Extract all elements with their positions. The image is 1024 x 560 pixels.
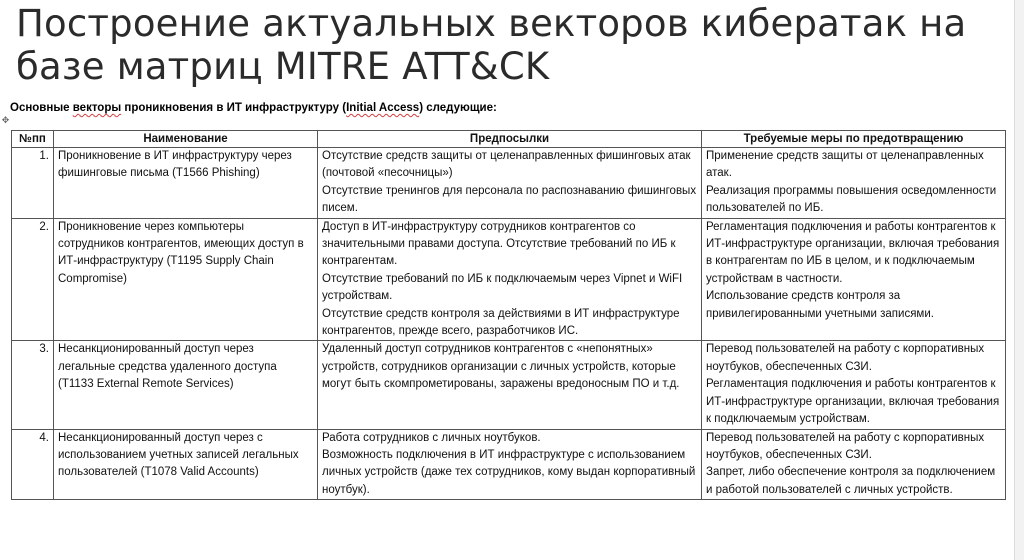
- intro-text: [10, 102, 497, 114]
- table-row: [12, 341, 1006, 429]
- prerequisites-cell: [318, 218, 702, 341]
- header-num: №пп: [12, 131, 54, 148]
- prerequisite-item: Удаленный доступ сотрудников контрагентов с «непонятных» устройств, сотрудников организации с личных устройств, которые могут быть скомпрометированы, заражены вредоносным ПО и т.д.: [322, 343, 680, 391]
- table-header-row: [12, 131, 1006, 148]
- measure-item: Перевод пользователей на работу с корпоративных ноутбуков, обеспеченных СЗИ.: [706, 343, 985, 373]
- row-number: 3.: [12, 341, 54, 429]
- vector-name: Несанкционированный доступ через легальные средства удаленного доступа (T1133 External Remote Services): [54, 341, 318, 429]
- row-number: 4.: [12, 429, 54, 500]
- header-measures: Требуемые меры по предотвращению: [702, 131, 1006, 148]
- measures-cell: [702, 429, 1006, 500]
- row-number: 2.: [12, 218, 54, 341]
- prerequisites-cell: [318, 148, 702, 219]
- header-prerequisites: Предпосылки: [318, 131, 702, 148]
- table-row: [12, 148, 1006, 219]
- intro-part-5: ) следующие:: [419, 102, 497, 114]
- measures-cell: [702, 218, 1006, 341]
- slide-title-line-2: базе матриц MITRE ATT&CK: [16, 45, 550, 88]
- slide-title-line-1: Построение актуальных векторов кибератак на: [16, 2, 967, 45]
- intro-part-3: проникновения в ИТ инфраструктуру (: [121, 102, 347, 114]
- prerequisite-item: Возможность подключения в ИТ инфраструктуре с использованием личных устройств (даже тех сотрудников, кому выдан корпоративный ноутбук).: [322, 448, 696, 496]
- measure-item: Регламентация подключения и работы контрагентов к ИТ-инфраструктуре организации, включая требования к подключаемым устройствам.: [706, 378, 1000, 426]
- measure-item: Применение средств защиты от целенаправленных атак.: [706, 150, 984, 180]
- vector-name: Проникновение через компьютеры сотрудников контрагентов, имеющих доступ в ИТ-инфраструктуру (T1195 Supply Chain Compromise): [54, 218, 318, 341]
- row-number: 1.: [12, 148, 54, 219]
- prerequisite-item: Отсутствие средств защиты от целенаправленных фишинговых атак (почтовой «песочницы»): [322, 150, 691, 180]
- measure-item: Реализация программы повышения осведомленности пользователей по ИБ.: [706, 184, 997, 215]
- window-edge: [1014, 0, 1024, 560]
- header-name: Наименование: [54, 131, 318, 148]
- prerequisite-item: Доступ в ИТ-инфраструктуру сотрудников контрагентов со значительными правами доступа. Отсутствие требований по ИБ к контрагентам.: [322, 220, 676, 268]
- prerequisites-cell: [318, 429, 702, 500]
- prerequisites-cell: [318, 341, 702, 429]
- measures-cell: [702, 341, 1006, 429]
- vector-name: Проникновение в ИТ инфраструктуру через фишинговые письма (T1566 Phishing): [54, 148, 318, 219]
- attack-vectors-table: [11, 130, 1006, 500]
- measure-item: Регламентация подключения и работы контрагентов к ИТ-инфраструктуре организации, включая требования в контрагентам по ИБ в целом, и к подключаемым устройствам в частности.: [706, 220, 1000, 285]
- intro-part-4: Initial Access: [346, 102, 420, 114]
- intro-part-1: Основные: [10, 102, 73, 114]
- measure-item: Перевод пользователей на работу с корпоративных ноутбуков, обеспеченных СЗИ.: [706, 431, 985, 461]
- prerequisite-item: Отсутствие тренингов для персонала по распознаванию фишинговых писем.: [322, 184, 697, 215]
- intro-part-2: векторы: [72, 102, 122, 114]
- table-move-handle-icon[interactable]: ✥: [1, 115, 10, 125]
- measures-cell: [702, 148, 1006, 219]
- measure-item: Запрет, либо обеспечение контроля за подключением и работой пользователей с личных устройств.: [706, 466, 996, 496]
- measure-item: Использование средств контроля за привилегированными учетными записями.: [706, 290, 934, 320]
- prerequisite-item: Работа сотрудников с личных ноутбуков.: [322, 431, 541, 444]
- prerequisite-item: Отсутствие средств контроля за действиями в ИТ инфраструктуре контрагентов, прежде всего, разработчиков ИС.: [322, 307, 680, 338]
- prerequisite-item: Отсутствие требований по ИБ к подключаемым через Vipnet и WiFI устройствам.: [322, 272, 683, 303]
- slide-title: [16, 2, 1016, 88]
- table-row: [12, 218, 1006, 341]
- table-row: [12, 429, 1006, 500]
- vector-name: Несанкционированный доступ через с использованием учетных записей легальных пользователей (T1078 Valid Accounts): [54, 429, 318, 500]
